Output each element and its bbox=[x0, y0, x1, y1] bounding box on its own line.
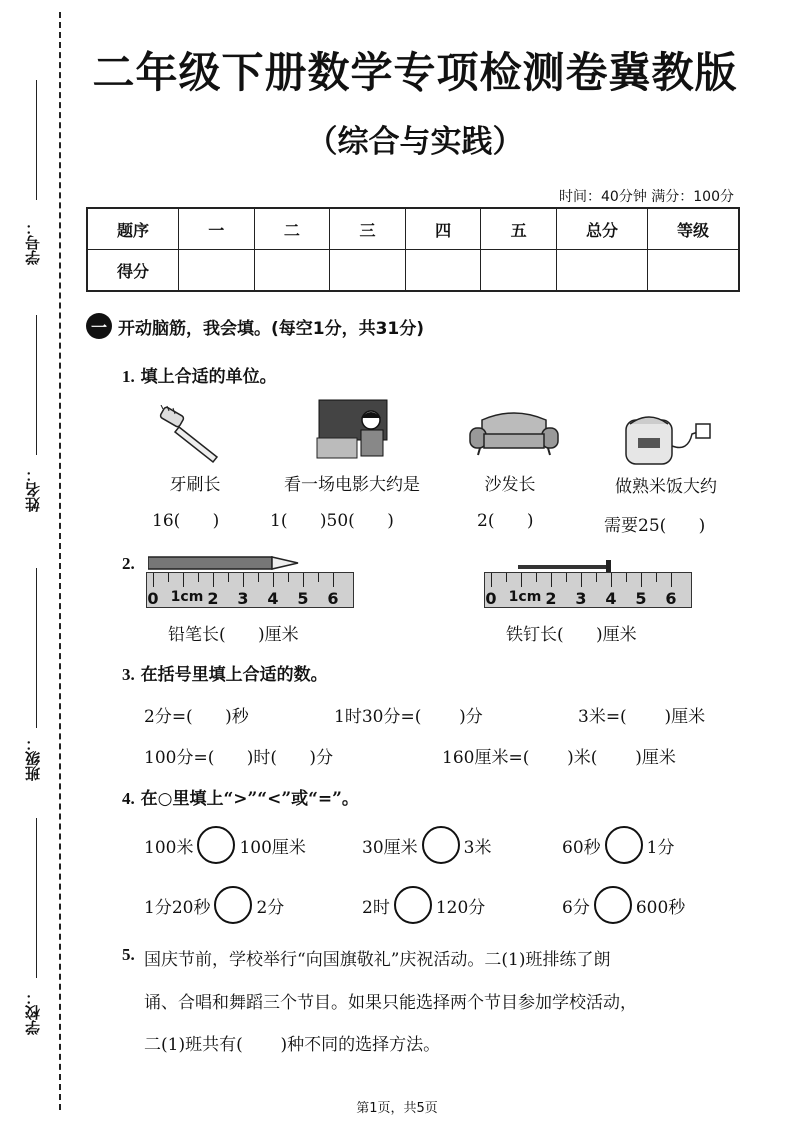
ruler-label: 5 bbox=[635, 589, 647, 608]
row-label-cell: 得分 bbox=[87, 250, 179, 292]
name-line bbox=[36, 315, 37, 455]
compare-circle[interactable] bbox=[197, 826, 235, 864]
ruler-label: 5 bbox=[297, 589, 309, 608]
student-id-line bbox=[36, 80, 37, 200]
score-cell[interactable] bbox=[254, 250, 330, 292]
class-label: 班级： bbox=[24, 736, 42, 781]
question-number: 2. bbox=[122, 554, 135, 573]
ruler-right bbox=[484, 572, 692, 608]
q1-caption: 牙刷长 bbox=[169, 475, 221, 495]
q5-line: 诵、合唱和舞蹈三个节目。如果只能选择两个节目参加学校活动， bbox=[144, 993, 637, 1013]
rice-cooker-icon bbox=[622, 410, 714, 468]
compare-item bbox=[144, 826, 306, 864]
question-number: 5. bbox=[122, 945, 135, 964]
time-info: 时间：40分钟 满分：100分 bbox=[559, 189, 734, 205]
compare-right: 3米 bbox=[463, 837, 492, 858]
nail-length-blank[interactable]: 铁钉长( )厘米 bbox=[506, 625, 637, 645]
question-number: 1. bbox=[122, 367, 135, 386]
ruler-label: 4 bbox=[267, 589, 279, 608]
compare-item bbox=[562, 826, 674, 864]
q5-answer-blank[interactable]: 二(1)班共有( )种不同的选择方法。 bbox=[144, 1035, 441, 1055]
score-cell[interactable] bbox=[557, 250, 648, 292]
q3-blank[interactable]: 2分=( )秒 bbox=[144, 707, 249, 727]
compare-circle[interactable] bbox=[394, 886, 432, 924]
header-cell: 四 bbox=[405, 208, 481, 250]
pencil-length-blank[interactable]: 铅笔长( )厘米 bbox=[168, 625, 299, 645]
q1-caption: 做熟米饭大约 bbox=[615, 477, 717, 497]
ruler-label: 3 bbox=[575, 589, 587, 608]
toothbrush-icon bbox=[155, 405, 225, 465]
compare-circle[interactable] bbox=[605, 826, 643, 864]
header-cell: 一 bbox=[179, 208, 255, 250]
header-cell: 题序 bbox=[87, 208, 179, 250]
school-field[interactable] bbox=[18, 818, 54, 1048]
page-title: 二年级下册数学专项检测卷冀教版 bbox=[92, 48, 738, 97]
sofa-icon bbox=[468, 410, 560, 458]
section-number-badge: 一 bbox=[86, 313, 112, 339]
header-cell: 总分 bbox=[557, 208, 648, 250]
q1-answer-blank[interactable]: 16( ) bbox=[152, 511, 220, 531]
compare-right: 100厘米 bbox=[239, 837, 306, 858]
page-subtitle: （综合与实践） bbox=[306, 124, 524, 160]
score-table-score-row bbox=[87, 250, 739, 292]
ruler-label: 3 bbox=[237, 589, 249, 608]
compare-right: 2分 bbox=[256, 897, 285, 918]
question-number: 4. bbox=[122, 789, 135, 808]
section-1-title: 开动脑筋，我会填。(每空1分，共31分) bbox=[118, 318, 425, 339]
ruler-label: 1cm bbox=[170, 589, 204, 605]
score-table-header-row bbox=[87, 208, 739, 250]
ruler-label: 0 bbox=[147, 589, 159, 608]
ruler-label: 6 bbox=[665, 589, 677, 608]
question-4 bbox=[122, 784, 359, 809]
ruler-label: 6 bbox=[327, 589, 339, 608]
compare-circle[interactable] bbox=[594, 886, 632, 924]
q3-blank[interactable]: 160厘米=( )米( )厘米 bbox=[442, 748, 676, 768]
pencil-icon bbox=[148, 554, 303, 572]
binding-dashed-line bbox=[59, 12, 61, 1110]
header-cell: 等级 bbox=[648, 208, 740, 250]
student-id-label: 学号： bbox=[24, 220, 42, 265]
school-line bbox=[36, 818, 37, 978]
question-number: 3. bbox=[122, 665, 135, 684]
question-1 bbox=[122, 362, 277, 387]
q1-answer-blank[interactable]: 2( ) bbox=[477, 511, 534, 531]
q1-caption: 看一场电影大约是 bbox=[284, 475, 420, 495]
ruler-label: 4 bbox=[605, 589, 617, 608]
compare-left: 6分 bbox=[562, 897, 590, 918]
question-text: 填上合适的单位。 bbox=[140, 367, 277, 387]
q3-blank[interactable]: 1时30分=( )分 bbox=[334, 707, 483, 727]
compare-right: 1分 bbox=[646, 837, 675, 858]
ruler-label: 1cm bbox=[508, 589, 542, 605]
ruler-label: 0 bbox=[485, 589, 497, 608]
compare-item bbox=[362, 826, 491, 864]
question-5 bbox=[122, 945, 135, 965]
compare-right: 120分 bbox=[435, 897, 486, 918]
score-cell[interactable] bbox=[648, 250, 740, 292]
header-cell: 三 bbox=[330, 208, 406, 250]
name-field[interactable] bbox=[18, 315, 54, 515]
compare-left: 60秒 bbox=[562, 837, 601, 858]
score-cell[interactable] bbox=[179, 250, 255, 292]
q1-answer-blank[interactable]: 需要25( ) bbox=[604, 516, 706, 536]
school-label: 学校： bbox=[24, 990, 42, 1035]
compare-left: 2时 bbox=[362, 897, 390, 918]
compare-item bbox=[144, 886, 284, 924]
question-text: 在○里填上“>”“<”或“=”。 bbox=[140, 789, 359, 809]
section-1-heading bbox=[86, 313, 424, 339]
compare-circle[interactable] bbox=[422, 826, 460, 864]
question-2 bbox=[122, 554, 135, 574]
score-cell[interactable] bbox=[330, 250, 406, 292]
question-text: 在括号里填上合适的数。 bbox=[140, 665, 328, 685]
movie-watching-icon bbox=[315, 398, 391, 460]
name-label: 姓名： bbox=[24, 467, 42, 512]
q1-answer-blank[interactable]: 1( )50( ) bbox=[270, 511, 394, 531]
header-cell: 二 bbox=[254, 208, 330, 250]
question-3 bbox=[122, 660, 328, 685]
q5-line: 国庆节前，学校举行“向国旗敬礼”庆祝活动。二(1)班排练了朗 bbox=[144, 950, 611, 970]
compare-left: 1分20秒 bbox=[144, 897, 211, 918]
header-cell: 五 bbox=[481, 208, 557, 250]
class-field[interactable] bbox=[18, 568, 54, 788]
ruler-label: 2 bbox=[207, 589, 219, 608]
q1-caption: 沙发长 bbox=[484, 475, 536, 495]
compare-right: 600秒 bbox=[635, 897, 686, 918]
ruler-left bbox=[146, 572, 354, 608]
student-id-field[interactable] bbox=[18, 80, 54, 280]
page-footer: 第1页，共5页 bbox=[356, 1101, 438, 1116]
score-cell[interactable] bbox=[481, 250, 557, 292]
compare-item bbox=[562, 886, 685, 924]
q3-blank[interactable]: 100分=( )时( )分 bbox=[144, 748, 334, 768]
score-cell[interactable] bbox=[405, 250, 481, 292]
compare-left: 100米 bbox=[144, 837, 194, 858]
compare-circle[interactable] bbox=[214, 886, 252, 924]
compare-item bbox=[362, 886, 485, 924]
ruler-label: 2 bbox=[545, 589, 557, 608]
class-line bbox=[36, 568, 37, 728]
compare-left: 30厘米 bbox=[362, 837, 418, 858]
q3-blank[interactable]: 3米=( )厘米 bbox=[578, 707, 706, 727]
score-table bbox=[86, 207, 740, 292]
